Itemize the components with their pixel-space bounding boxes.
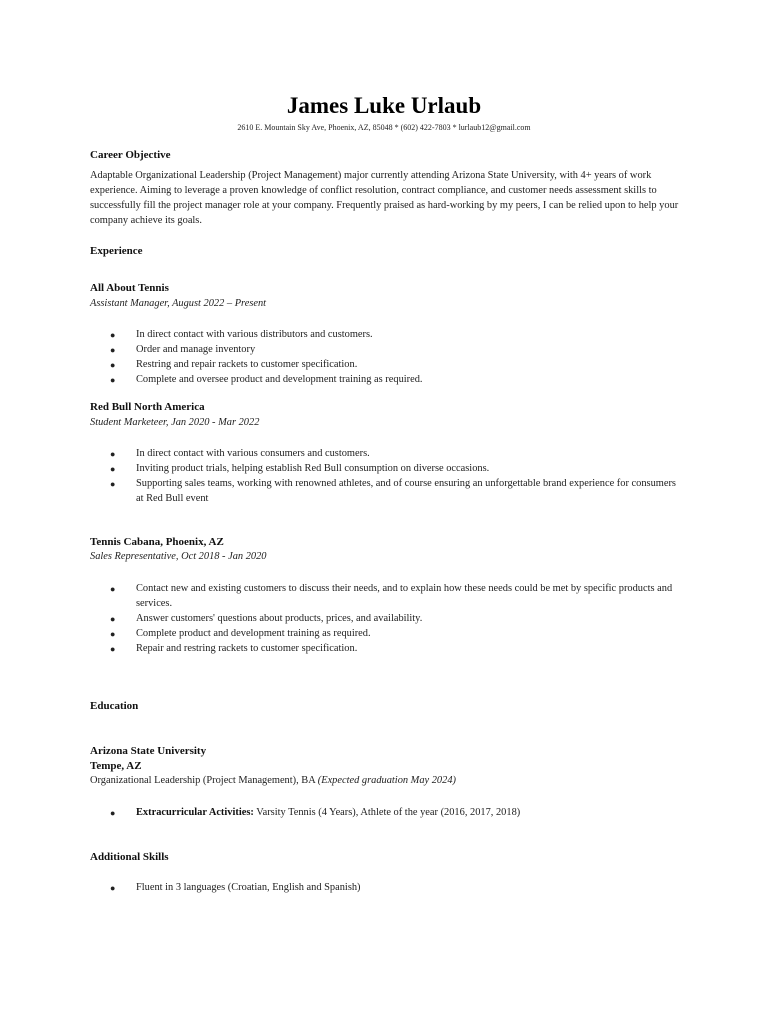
extracurricular-label: Extracurricular Activities: (136, 807, 254, 818)
job-org: Red Bull North America (90, 401, 205, 413)
education-heading: Education (90, 700, 139, 712)
list-item: ● Complete product and development training as required. (110, 627, 371, 639)
job-bullets (110, 582, 680, 657)
list-item: ● Extracurricular Activities: Varsity Tennis (4 Years), Athlete of the year (2016, 2017, 2018) (110, 807, 521, 818)
education-bullets (110, 806, 680, 821)
list-item: ● Inviting product trials, helping establish Red Bull consumption on diverse occasions. (110, 462, 490, 474)
extracurricular-text: Varsity Tennis (4 Years), Athlete of the year (2016, 2017, 2018) (253, 807, 521, 818)
job-bullets (110, 328, 680, 388)
list-item: ● In direct contact with various consumers and customers. (110, 448, 370, 459)
job-bullets (110, 447, 680, 507)
school-name: Arizona State University (90, 745, 207, 757)
school-location: Tempe, AZ (90, 760, 142, 772)
list-item: ● Answer customers' questions about products, prices, and availability. (110, 612, 423, 624)
degree-line (90, 775, 456, 786)
skills-bullets (110, 881, 680, 896)
degree-text: Organizational Leadership (Project Management), BA (90, 775, 318, 786)
objective-heading: Career Objective (90, 149, 171, 161)
list-item: ● Complete and oversee product and development training as required. (110, 373, 423, 385)
job-org: Tennis Cabana, Phoenix, AZ (90, 536, 224, 548)
list-item: ● Repair and restring rackets to customer specification. (110, 642, 358, 654)
contact-line: 2610 E. Mountain Sky Ave, Phoenix, AZ, 85048 * (602) 422-7803 * lurlaub12@gmail.com (237, 123, 531, 132)
list-item: ● In direct contact with various distributors and customers. (110, 329, 373, 340)
list-item: ● Restring and repair rackets to customer specification. (110, 358, 358, 370)
list-item: ● Fluent in 3 languages (Croatian, English and Spanish) (110, 882, 361, 893)
list-item: ● Order and manage inventory (110, 343, 256, 355)
job-org: All About Tennis (90, 282, 169, 294)
job-role: Assistant Manager, August 2022 – Present (90, 298, 267, 309)
skills-heading: Additional Skills (90, 851, 169, 863)
list-item: ● Supporting sales teams, working with renowned athletes, and of course ensuring an unforgettable brand experience for consumers at Red Bull event (110, 477, 676, 504)
degree-note: (Expected graduation May 2024) (317, 775, 456, 786)
objective-text: Adaptable Organizational Leadership (Project Management) major currently attending Arizona State University, with 4+ years of work experience. Aiming to leverage a proven knowledge of conflict resolution, contract compliance, and customer needs assessment skills to successfully fill the project manager role at your company. Frequently praised as hard-working by my peers, I can be relied upon to help your company achieve its goals. (90, 170, 679, 226)
job-role: Student Marketeer, Jan 2020 - Mar 2022 (90, 417, 260, 428)
experience-heading: Experience (90, 245, 143, 257)
resume-name: James Luke Urlaub (286, 93, 482, 118)
list-item: ● Contact new and existing customers to discuss their needs, and to explain how these needs could be met by specific products and services. (110, 583, 673, 609)
job-role: Sales Representative, Oct 2018 - Jan 2020 (90, 551, 267, 562)
